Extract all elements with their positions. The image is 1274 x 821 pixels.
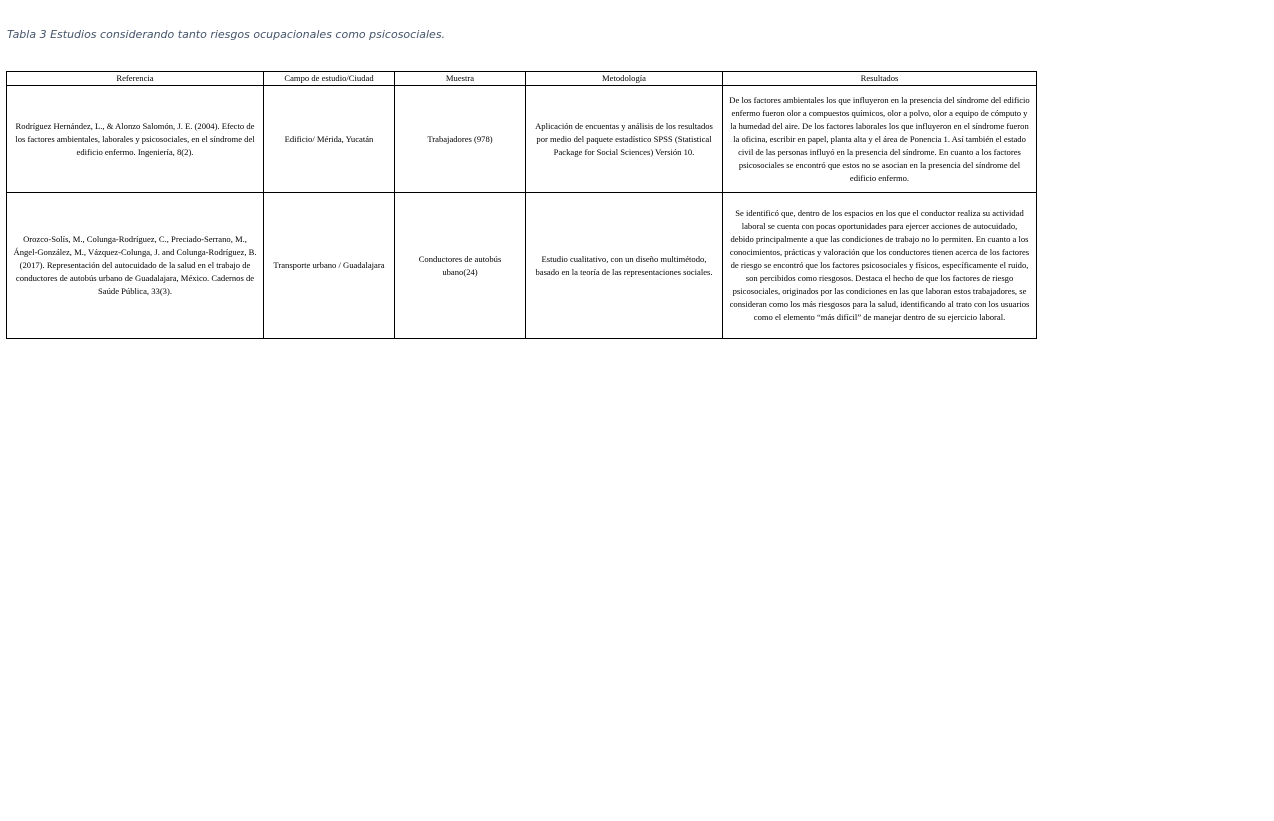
table-row	[7, 86, 1037, 193]
cell-resultados: Se identificó que, dentro de los espacios en los que el conductor realiza su actividad laboral se cuenta con pocas oportunidades para ejercer acciones de autocuidado, debido principalmente a que las condiciones de trabajo no lo permiten. En cuanto a los conocimientos, prácticas y valoración que los conductores tienen acerca de los factores de riesgo se encontró que los factores psicosociales y físicos, específicamente el ruido, son percibidos como riesgosos. Destaca el hecho de que los factores de riesgo psicosociales, originados por las condiciones en las que laboran estos trabajadores, se consideran como los más riesgosos para la salud, identificando al trato con los usuarios como el elemento “más difícil” de manejar dentro de su ejercicio laboral.	[723, 193, 1037, 339]
cell-referencia: Rodríguez Hernández, L., & Alonzo Salomón, J. E. (2004). Efecto de los factores ambientales, laborales y psicosociales, en el síndrome del edificio enfermo. Ingeniería, 8(2).	[7, 86, 264, 193]
cell-metodologia: Aplicación de encuentas y análisis de los resultados por medio del paquete estadístico SPSS (Statistical Package for Social Sciences) Versión 10.	[526, 86, 723, 193]
header-muestra: Muestra	[395, 72, 526, 86]
header-referencia: Referencia	[7, 72, 264, 86]
header-metodologia: Metodología	[526, 72, 723, 86]
cell-campo: Transporte urbano / Guadalajara	[264, 193, 395, 339]
cell-muestra: Conductores de autobús ubano(24)	[395, 193, 526, 339]
table-header-row	[7, 72, 1037, 86]
header-resultados: Resultados	[723, 72, 1037, 86]
cell-resultados: De los factores ambientales los que influyeron en la presencia del síndrome del edificio enfermo fueron olor a compuestos químicos, olor a polvo, olor a equipo de cómputo y la humedad del aire. De los factores laborales los que influyeron en el síndrome fueron la oficina, escribir en papel, planta alta y el área de Ponencia 1. Así también el estado civil de las personas influyó en la presencia del síndrome. En cuanto a los factores psicosociales se encontró que estos no se asocian en la presencia del síndrome del edificio enfermo.	[723, 86, 1037, 193]
cell-muestra: Trabajadores (978)	[395, 86, 526, 193]
header-campo: Campo de estudio/Ciudad	[264, 72, 395, 86]
cell-referencia: Orozco-Solís, M., Colunga-Rodríguez, C., Preciado-Serrano, M., Ángel-González, M., Vázquez-Colunga, J. and Colunga-Rodríguez, B. (2017). Representación del autocuidado de la salud en el trabajo de conductores de autobús urbano de Guadalajara, México. Cadernos de Saúde Pública, 33(3).	[7, 193, 264, 339]
studies-table	[6, 71, 1037, 339]
cell-metodologia: Estudio cualitativo, con un diseño multimétodo, basado en la teoría de las representaciones sociales.	[526, 193, 723, 339]
table-row	[7, 193, 1037, 339]
table-caption: Tabla 3 Estudios considerando tanto riesgos ocupacionales como psicosociales.	[7, 28, 446, 41]
cell-campo: Edificio/ Mérida, Yucatán	[264, 86, 395, 193]
